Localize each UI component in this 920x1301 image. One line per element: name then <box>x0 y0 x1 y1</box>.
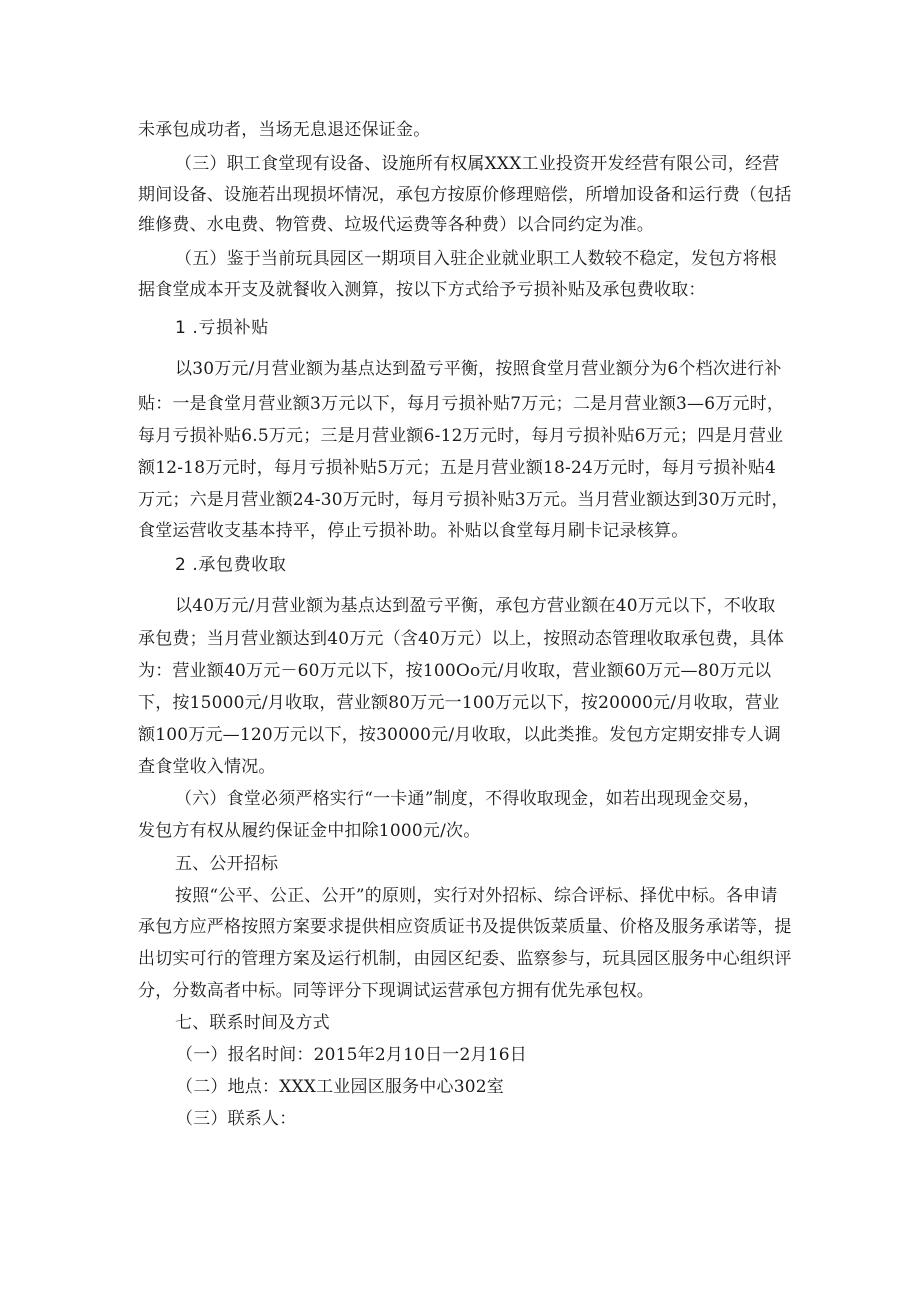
paragraph-line: 维修费、水电费、物管费、垃圾代运费等各种费）以合同约定为准。 <box>138 215 654 235</box>
paragraph-line: 查食堂收入情况。 <box>138 757 276 777</box>
paragraph-line: 未承包成功者，当场无息退还保证金。 <box>138 120 431 140</box>
paragraph-line: 承包方应严格按照方案要求提供相应资质证书及提供饭菜质量、价格及服务承诺等，提 <box>138 917 792 937</box>
paragraph-line: 承包费；当月营业额达到40万元（含40万元）以上，按照动态管理收取承包费，具体 <box>138 629 785 649</box>
section-heading: 七、联系时间及方式 <box>175 1013 330 1033</box>
paragraph-line: 额100万元—120万元以下，按30000元/月收取，以此类推。发包方定期安排专人调 <box>138 725 782 745</box>
contact-line: （二）地点：XXX工业园区服务中心302室 <box>176 1077 504 1097</box>
paragraph-line: 以30万元/月营业额为基点达到盈亏平衡，按照食堂月营业额分为6个档次进行补 <box>175 359 782 379</box>
paragraph-line: 贴：一是食堂月营业额3万元以下，每月亏损补贴7万元；二是月营业额3—6万元时， <box>138 394 785 414</box>
section-heading: 五、公开招标 <box>175 854 279 874</box>
paragraph-line: 期间设备、设施若出现损坏情况，承包方按原价修理赔偿，所增加设备和运行费（包括 <box>138 185 792 205</box>
paragraph-line: 按照“公平、公正、公开”的原则，实行对外招标、综合评标、择优中标。各申请 <box>175 886 778 906</box>
section-heading: 2 .承包费收取 <box>175 555 287 575</box>
paragraph-line: 为：营业额40万元－60万元以下，按100Oo元/月收取，营业额60万元—80万元以 <box>138 661 772 681</box>
section-heading: 1 .亏损补贴 <box>175 318 269 338</box>
paragraph-line: 出切实可行的管理方案及运行机制，由园区纪委、监察参与，玩具园区服务中心组织评 <box>138 949 792 969</box>
paragraph-line: 食堂运营收支基本持平，停止亏损补助。补贴以食堂每月刷卡记录核算。 <box>138 521 689 541</box>
paragraph-line: 万元；六是月营业额24-30万元时，每月亏损补贴3万元。当月营业额达到30万元时， <box>138 490 789 510</box>
paragraph-line: （五）鉴于当前玩具园区一期项目入驻企业就业职工人数较不稳定，发包方将根 <box>175 249 777 269</box>
paragraph-line: 分，分数高者中标。同等评分下现调试运营承包方拥有优先承包权。 <box>138 981 654 1001</box>
paragraph-line: 以40万元/月营业额为基点达到盈亏平衡，承包方营业额在40万元以下，不收取 <box>175 596 776 616</box>
paragraph-line: 每月亏损补贴6.5万元；三是月营业额6-12万元时，每月亏损补贴6万元；四是月营业 <box>138 426 784 446</box>
paragraph-line: （三）职工食堂现有设备、设施所有权属XXX工业投资开发经营有限公司，经营 <box>175 154 780 174</box>
paragraph-line: 额12-18万元时，每月亏损补贴5万元；五是月营业额18-24万元时，每月亏损补贴4 <box>138 458 777 478</box>
paragraph-line: 据食堂成本开支及就餐收入测算，按以下方式给予亏损补贴及承包费收取： <box>138 280 706 300</box>
paragraph-line: 发包方有权从履约保证金中扣除1000元/次。 <box>138 821 481 841</box>
contact-line: （三）联系人： <box>176 1109 297 1129</box>
paragraph-line: （六）食堂必须严格实行“一卡通”制度，不得收取现金，如若出现现金交易， <box>175 789 761 809</box>
paragraph-line: 下，按15000元/月收取，营业额80万元一100万元以下，按20000元/月收取，营业 <box>138 693 780 713</box>
contact-line: （一）报名时间：2015年2月10日一2月16日 <box>176 1045 527 1065</box>
